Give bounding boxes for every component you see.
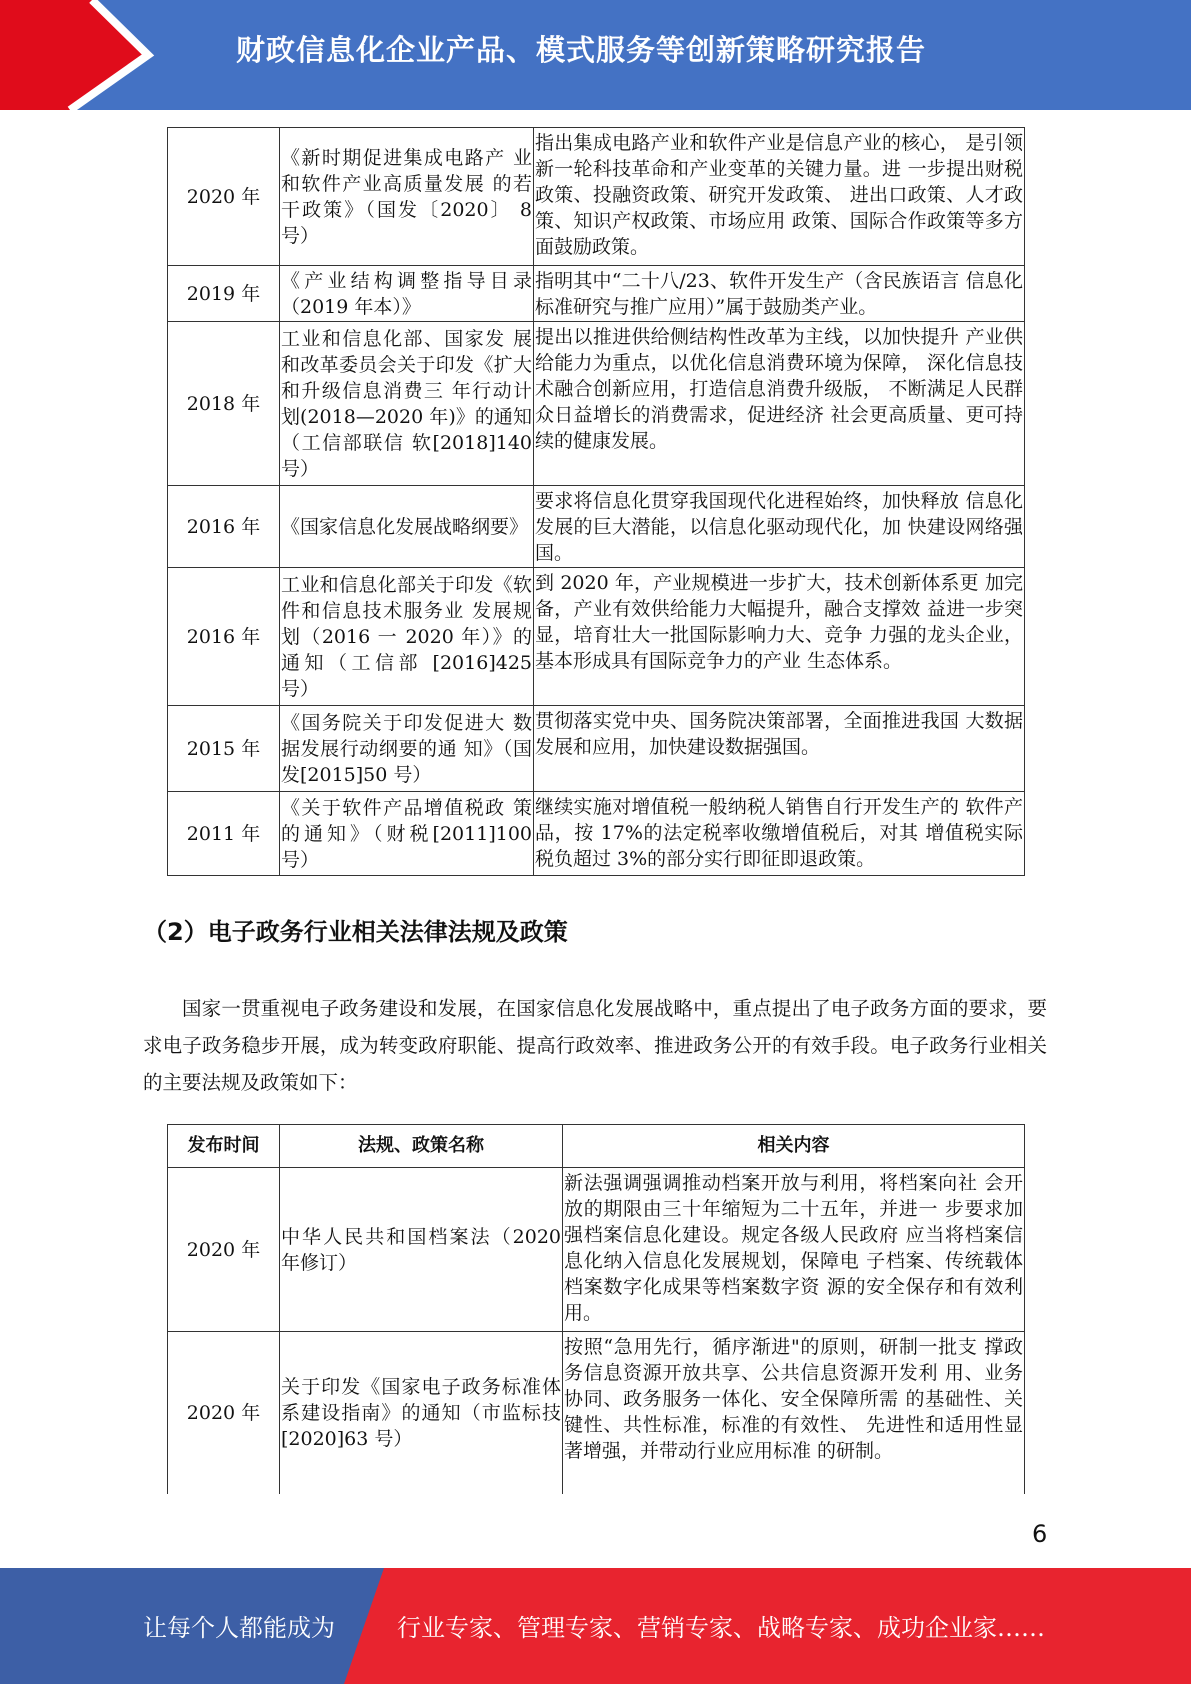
column-header-policy-name: 法规、政策名称 bbox=[280, 1125, 563, 1168]
year-cell: 2016 年 bbox=[168, 568, 280, 706]
policy-name-cell: 工业和信息化部、国家发 展和改革委员会关于印发《扩大和升级信息消费三 年行动计划(2018—2020 年)》的通知（工信部联信 软[2018]140 号） bbox=[280, 322, 534, 486]
table-row bbox=[168, 1168, 1025, 1332]
content-cell: 到 2020 年，产业规模进一步扩大，技术创新体系更 加完备，产业有效供给能力大幅提升，融合支撑效 益进一步突显，培育壮大一批国际影响力大、竞争 力强的龙头企业，基本形成具有国际竞争力的产业 生态体系。 bbox=[534, 568, 1025, 706]
policy-name-cell: 《国家信息化发展战略纲要》 bbox=[280, 486, 534, 568]
table-row bbox=[168, 1332, 1025, 1494]
section-heading: （2）电子政务行业相关法律法规及政策 bbox=[143, 918, 568, 946]
column-header-content: 相关内容 bbox=[563, 1125, 1025, 1168]
table-row bbox=[168, 128, 1025, 266]
content-cell: 继续实施对增值税一般纳税人销售自行开发生产的 软件产品，按 17%的法定税率收缴增值税后，对其 增值税实际税负超过 3%的部分实行即征即退政策。 bbox=[534, 792, 1025, 876]
policy-table-egov bbox=[167, 1124, 1025, 1494]
policy-name-cell: 《新时期促进集成电路产 业和软件产业高质量发展 的若干政策》（国发〔2020〕 8 号） bbox=[280, 128, 534, 266]
year-cell: 2020 年 bbox=[168, 128, 280, 266]
content-cell: 新法强调强调推动档案开放与利用，将档案向社 会开放的期限由三十年缩短为二十五年，并进一 步要求加强档案信息化建设。规定各级人民政府 应当将档案信息化纳入信息化发展规划，保障电 子档案、传统载体档案数字化成果等档案数字资 源的安全保存和有效利用。 bbox=[563, 1168, 1025, 1332]
table-row bbox=[168, 568, 1025, 706]
table-header-row bbox=[168, 1125, 1025, 1168]
intro-paragraph: 国家一贯重视电子政务建设和发展，在国家信息化发展战略中，重点提出了电子政务方面的要求，要求电子政务稳步开展，成为转变政府职能、提高行政效率、推进政务公开的有效手段。电子政务行业相关的主要法规及政策如下： bbox=[143, 997, 1047, 1094]
content-cell: 按照“急用先行，循序渐进"的原则，研制一批支 撑政务信息资源开放共享、公共信息资源开发利 用、业务协同、政务服务一体化、安全保障所需 的基础性、关键性、共性标准，标准的有效性、 先进性和适用性显著增强，并带动行业应用标准 的研制。 bbox=[563, 1332, 1025, 1494]
year-cell: 2011 年 bbox=[168, 792, 280, 876]
year-cell: 2015 年 bbox=[168, 706, 280, 792]
year-cell: 2018 年 bbox=[168, 322, 280, 486]
page-number: 6 bbox=[1032, 1520, 1048, 1548]
content-cell: 要求将信息化贯穿我国现代化进程始终，加快释放 信息化发展的巨大潜能，以信息化驱动现代化，加 快建设网络强国。 bbox=[534, 486, 1025, 568]
page-header bbox=[0, 0, 1191, 110]
table-row bbox=[168, 486, 1025, 568]
content-cell: 指明其中“二十八/23、软件开发生产（含民族语言 信息化标准研究与推广应用）”属于鼓励类产业。 bbox=[534, 266, 1025, 322]
content-cell: 提出以推进供给侧结构性改革为主线，以加快提升 产业供给能力为重点，以优化信息消费环境为保障， 深化信息技术融合创新应用，打造信息消费升级版， 不断满足人民群众日益增长的消费需求，促进经济 社会更高质量、更可持续的健康发展。 bbox=[534, 322, 1025, 486]
column-header-date: 发布时间 bbox=[168, 1125, 280, 1168]
footer-slogan-left: 让每个人都能成为 bbox=[143, 1614, 335, 1642]
policy-table-software bbox=[167, 127, 1025, 876]
footer-slogan-right: 行业专家、管理专家、营销专家、战略专家、成功企业家…… bbox=[397, 1614, 1045, 1642]
page-footer bbox=[0, 1568, 1191, 1684]
policy-name-cell: 工业和信息化部关于印发《软件和信息技术服务业 发展规划（2016 一 2020 年）》的通知（工信部 [2016]425 号） bbox=[280, 568, 534, 706]
content-cell: 指出集成电路产业和软件产业是信息产业的核心， 是引领新一轮科技革命和产业变革的关键力量。进 一步提出财税政策、投融资政策、研究开发政策、 进出口政策、人才政策、知识产权政策、市场应用 政策、国际合作政策等多方面鼓励政策。 bbox=[534, 128, 1025, 266]
year-cell: 2020 年 bbox=[168, 1168, 280, 1332]
year-cell: 2016 年 bbox=[168, 486, 280, 568]
year-cell: 2020 年 bbox=[168, 1332, 280, 1494]
table-row bbox=[168, 706, 1025, 792]
table-row bbox=[168, 792, 1025, 876]
table-row bbox=[168, 322, 1025, 486]
policy-name-cell: 《关于软件产品增值税政 策的通知》（财税[2011]100 号） bbox=[280, 792, 534, 876]
policy-name-cell: 关于印发《国家电子政务标准体系建设指南》的通知（市监标技[2020]63 号） bbox=[280, 1332, 563, 1494]
policy-name-cell: 《国务院关于印发促进大 数据发展行动纲要的通 知》（国发[2015]50 号） bbox=[280, 706, 534, 792]
table-row bbox=[168, 266, 1025, 322]
header-red-arrow bbox=[0, 0, 148, 110]
policy-name-cell: 《产业结构调整指导目录（2019 年本）》 bbox=[280, 266, 534, 322]
policy-name-cell: 中华人民共和国档案法（2020 年修订） bbox=[280, 1168, 563, 1332]
year-cell: 2019 年 bbox=[168, 266, 280, 322]
header-title: 财政信息化企业产品、模式服务等创新策略研究报告 bbox=[236, 33, 927, 67]
content-cell: 贯彻落实党中央、国务院决策部署，全面推进我国 大数据发展和应用，加快建设数据强国。 bbox=[534, 706, 1025, 792]
